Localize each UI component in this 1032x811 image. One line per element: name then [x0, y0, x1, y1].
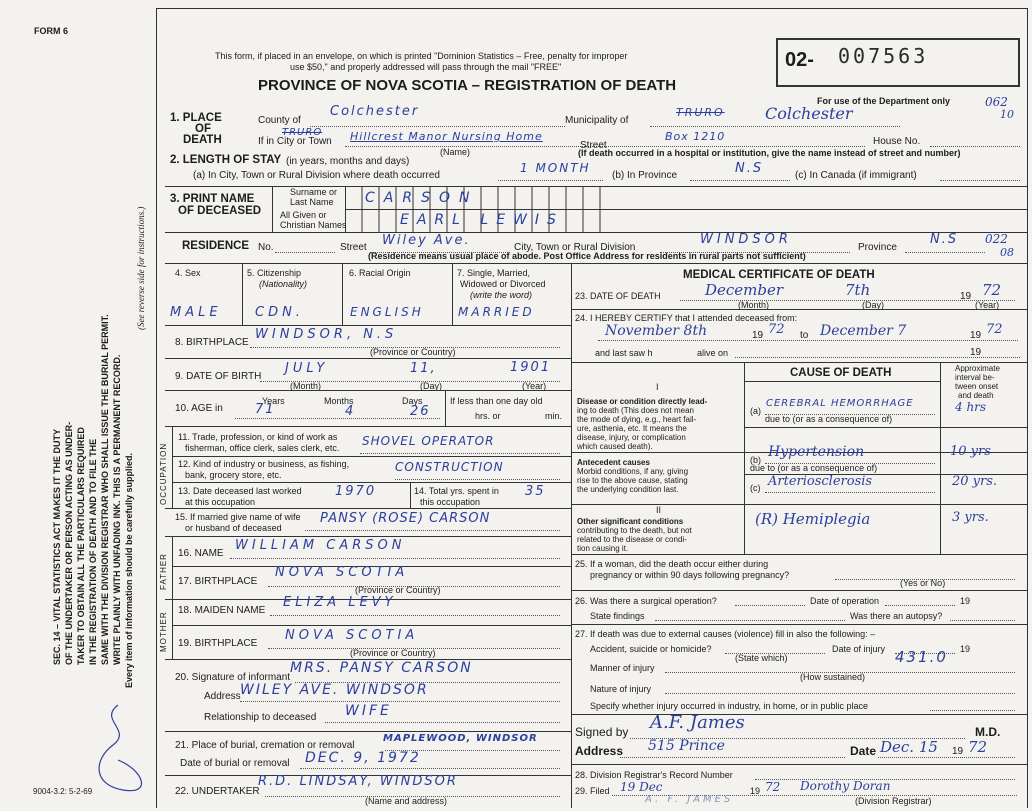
attended-to-value: December 7	[820, 323, 907, 339]
residence-street-value: Wiley Ave.	[382, 233, 471, 248]
date-injury-label-text: Date of injury	[832, 644, 886, 654]
residence-note: (Residence means usual place of abode. Post Office Address for residents in rural parts not sufficient)	[368, 251, 806, 261]
street-label: Street	[580, 140, 607, 151]
age-days-value: 26	[410, 404, 431, 419]
death-year-paren: (Year)	[975, 300, 1000, 310]
doc-address-label: Address	[575, 744, 624, 758]
surname-label-2: Last Name	[290, 197, 334, 207]
disease-label-5: disease, injury, or complication	[577, 433, 686, 442]
residence-city-value: WINDSOR	[700, 232, 792, 247]
house-no-label: House No.	[873, 136, 921, 147]
hrs-or-label: hrs. or	[475, 411, 501, 421]
marital-label-3: (write the word)	[470, 290, 533, 300]
death-month-paren: (Month)	[738, 300, 770, 310]
antecedent-label: Antecedent causes	[577, 458, 650, 467]
interval-a-value: 4 hrs	[955, 400, 987, 414]
dept-code-2: 10	[1000, 108, 1014, 121]
residence-street-label: Street	[340, 242, 367, 253]
residence-province-value: N.S	[930, 232, 959, 247]
print-name-label-2: OF DECEASED	[178, 205, 262, 217]
undertaker-label: 22. UNDERTAKER	[175, 786, 260, 797]
certify-label: 24. I HEREBY CERTIFY that I attended deceased from:	[575, 313, 798, 323]
doc-date-19: 19	[952, 746, 964, 757]
county-label: County of	[258, 115, 301, 126]
last-worked-label-1: 13. Date deceased last worked	[178, 486, 302, 496]
side-line-2: OF THE UNDERTAKER OR PERSON ACTING AS UNDER-	[64, 421, 74, 665]
md-label: M.D.	[975, 725, 1001, 739]
autopsy-label: Was there an autopsy?	[850, 611, 943, 621]
min-label: min.	[545, 411, 563, 421]
father-vertical-label: FATHER	[159, 553, 168, 590]
death-day-value: 7th	[845, 281, 871, 299]
informant-label: 20. Signature of informant	[175, 672, 291, 683]
date-op-label: Date of operation	[810, 596, 880, 606]
dept-code-4: 08	[1000, 246, 1014, 259]
disease-label-4: ure, asthenia, etc. It means the	[577, 424, 687, 433]
cause-b-value: Hypertension	[768, 444, 865, 460]
burial-date-label: Date of burial or removal	[180, 758, 290, 769]
surname-label-1: Surname or	[290, 187, 338, 197]
less-than-day-label: If less than one day old	[450, 396, 543, 406]
stamp-name: A. F. JAMES	[645, 794, 734, 805]
marital-value: MARRIED	[458, 305, 535, 319]
cause-c-value: Arteriosclerosis	[768, 474, 873, 489]
injury-code-value: 431.0	[895, 648, 948, 666]
length-of-stay-hint: (in years, months and days)	[286, 156, 410, 167]
other-label-1: Other significant conditions	[577, 517, 684, 526]
mother-birthplace-paren: (Province or Country)	[350, 648, 436, 658]
informant-address-value: WILEY AVE. WINDSOR	[240, 682, 429, 698]
burial-date-value: DEC. 9, 1972	[305, 750, 421, 766]
mother-vertical-label: MOTHER	[159, 611, 168, 652]
if-in-city-label: If in City or Town	[258, 136, 332, 147]
county-value: Colchester	[330, 104, 420, 119]
cause-a-value: CEREBRAL HEMORRHAGE	[766, 398, 914, 409]
state-findings-label: State findings	[590, 611, 645, 621]
last-saw-label: and last saw h	[595, 348, 653, 358]
age-years-label: Years	[262, 396, 285, 406]
print-code: 9004-3.2: 5-2-69	[33, 787, 93, 796]
med-cert-title: MEDICAL CERTIFICATE OF DEATH	[683, 269, 875, 281]
mother-birthplace-value: NOVA SCOTIA	[285, 628, 419, 643]
mother-birthplace-label: 19. BIRTHPLACE	[178, 638, 258, 649]
hospital-note: (If death occurred in a hospital or institution, give the name instead of street and number)	[578, 148, 961, 158]
nature-label: Nature of injury	[590, 684, 652, 694]
other-label-4: tion causing it.	[577, 544, 629, 553]
dob-month-value: JULY	[285, 361, 329, 376]
relationship-label: Relationship to deceased	[204, 712, 317, 723]
total-years-value: 35	[525, 484, 546, 499]
side-line-6: WRITE PLAINLY WITH UNFADING INK. THIS IS A PERMANENT RECORD.	[112, 354, 122, 665]
pregnancy-label-2: pregnancy or within 90 days following pregnancy?	[590, 570, 790, 580]
trade-value: SHOVEL OPERATOR	[362, 434, 495, 448]
dept-code-1: 062	[985, 95, 1008, 109]
alive-on-19: 19	[970, 347, 982, 358]
stay-province-label: (b) In Province	[612, 170, 678, 181]
approx-label-2: interval be-	[955, 373, 995, 382]
citizenship-value: CDN.	[255, 305, 304, 320]
marital-label-1: 7. Single, Married,	[457, 268, 531, 278]
cause-b-label: (b)	[750, 455, 761, 465]
industry-label-2: bank, grocery store, etc.	[185, 470, 282, 480]
residence-province-label: Province	[858, 242, 897, 253]
div-reg-no-label: 28. Division Registrar's Record Number	[575, 770, 733, 780]
disease-label-6: which caused death).	[577, 442, 653, 451]
side-line-4: IN THE REGISTRATION OF DEATH AND TO FILE THE	[88, 438, 98, 665]
attended-from-value: November 8th	[605, 323, 708, 339]
surname-value: CARSON	[365, 190, 479, 206]
birthplace-paren: (Province or Country)	[370, 347, 456, 357]
stay-canada-label: (c) In Canada (if immigrant)	[795, 170, 917, 181]
death-year-prefix: 19	[960, 291, 972, 302]
burial-place-label: 21. Place of burial, cremation or removal	[175, 740, 355, 751]
dob-year-value: 1901	[510, 360, 552, 375]
other-label-2: contributing to the death, but not	[577, 526, 692, 535]
notice-line-1: This form, if placed in an envelope, on which is printed "Dominion Statistics – Free, penalty for improper	[215, 51, 628, 61]
father-name-label: 16. NAME	[178, 548, 224, 559]
reg-number: 007563	[838, 44, 929, 68]
how-sustained-label: (How sustained)	[800, 672, 866, 682]
side-line-3: TAKER TO OBTAIN ALL THE PARTICULARS REQUIRED	[76, 427, 86, 665]
last-worked-label-2: at this occupation	[185, 497, 256, 507]
burial-place-value: MAPLEWOOD, WINDSOR	[383, 733, 538, 744]
trade-label-1: 11. Trade, profession, or kind of work as	[178, 432, 338, 442]
stay-city-value: 1 MONTH	[520, 161, 591, 175]
doc-date-label: Date	[850, 744, 877, 758]
industry-value: CONSTRUCTION	[395, 460, 504, 474]
filed-year-value: 72	[765, 780, 781, 794]
date-of-death-label: 23. DATE OF DEATH	[575, 291, 661, 301]
municipality-label: Municipality of	[565, 115, 629, 126]
date-injury-19: 19	[960, 644, 971, 654]
disease-label-3: the mode of dying, e.g., heart fail-	[577, 415, 697, 424]
state-which-label: (State which)	[735, 653, 788, 663]
roman-1: I	[656, 382, 659, 392]
notice-line-2: use $50," and properly addressed will pass through the mail "FREE"	[290, 62, 562, 72]
father-birthplace-paren: (Province or Country)	[355, 585, 441, 595]
doc-date-value: Dec. 15	[880, 738, 938, 756]
date-op-19: 19	[960, 596, 971, 606]
city-struck: TRURO	[282, 127, 323, 138]
morbid-label-2: rise to the above cause, stating	[577, 476, 688, 485]
alive-on-label: alive on	[697, 348, 729, 358]
specify-label: Specify whether injury occurred in industry, in home, or in public place	[590, 701, 868, 711]
nationality-label: (Nationality)	[259, 279, 308, 289]
doc-year-value: 72	[968, 738, 988, 756]
street-box-value: Box 1210	[665, 130, 726, 143]
dob-month-paren: (Month)	[290, 381, 322, 391]
side-line-1: SEC. 14 – VITAL STATISTICS ACT MAKES IT THE DUTY	[52, 428, 62, 665]
birthplace-label: 8. BIRTHPLACE	[175, 337, 249, 348]
father-birthplace-label: 17. BIRTHPLACE	[178, 576, 258, 587]
morbid-label-1: Morbid conditions, if any, giving	[577, 467, 689, 476]
racial-origin-value: ENGLISH	[350, 305, 424, 319]
wife-label-2: or husband of deceased	[185, 523, 282, 533]
municipality-value: Colchester	[765, 104, 853, 123]
occupation-vertical-label: OCCUPATION	[159, 442, 168, 505]
death-year-value: 72	[982, 281, 1002, 299]
form-title: PROVINCE OF NOVA SCOTIA – REGISTRATION OF DEATH	[258, 77, 677, 94]
age-years-value: 71	[255, 402, 276, 417]
doc-address-value: 515 Prince	[648, 738, 725, 754]
residence-no-label: No.	[258, 242, 274, 253]
manner-label: Manner of injury	[590, 663, 655, 673]
given-label-2: Christian Names	[280, 220, 347, 230]
given-names-value: EARL LEWIS	[400, 212, 564, 228]
mother-maiden-label: 18. MAIDEN NAME	[178, 605, 266, 616]
dob-label: 9. DATE OF BIRTH	[175, 371, 262, 382]
sex-value: MALE	[170, 305, 222, 320]
filed-19: 19	[750, 786, 761, 796]
registrar-signature: Dorothy Doran	[800, 779, 891, 793]
cause-a-label: (a)	[750, 406, 761, 416]
reg-prefix: 02-	[785, 49, 814, 71]
attended-from-19: 19	[752, 330, 764, 341]
attended-to-year: 72	[986, 322, 1003, 337]
institution-value: Hillcrest Manor Nursing Home	[350, 130, 543, 143]
father-name-value: WILLIAM CARSON	[235, 538, 406, 553]
length-of-stay-label: 2. LENGTH OF STAY	[170, 154, 282, 166]
total-years-label-1: 14. Total yrs. spent in	[414, 486, 499, 496]
external-causes-label: 27. If death was due to external causes (violence) fill in also the following: –	[575, 629, 876, 639]
interval-other-value: 3 yrs.	[952, 510, 989, 525]
yes-no-label: (Yes or No)	[900, 578, 946, 588]
attended-to-19: 19	[970, 330, 982, 341]
filed-label: 29. Filed	[575, 786, 610, 796]
place-label-3: DEATH	[183, 134, 222, 146]
pregnancy-label-1: 25. If a woman, did the death occur either during	[575, 559, 769, 569]
age-months-value: 4	[345, 404, 356, 419]
relationship-value: WIFE	[345, 703, 392, 719]
accident-label: Accident, suicide or homicide?	[590, 644, 712, 654]
due-to-label-1: due to (or as a consequence of)	[765, 414, 893, 424]
municipality-struck: TRURO	[676, 106, 725, 119]
given-label-1: All Given or	[280, 210, 327, 220]
to-label: to	[800, 330, 809, 341]
dept-use-label: For use of the Department only	[817, 96, 951, 106]
stay-city-label: (a) In City, Town or Rural Division where death occurred	[193, 170, 440, 181]
div-registrar-label: (Division Registrar)	[855, 796, 932, 806]
father-birthplace-value: NOVA SCOTIA	[275, 565, 409, 580]
marital-label-2: Widowed or Divorced	[460, 279, 546, 289]
side-line-8: (See reverse side for instructions.)	[136, 206, 146, 330]
disease-label-2: ing to death (This does not mean	[577, 406, 694, 415]
approx-label-4: and death	[958, 391, 994, 400]
interval-c-value: 20 yrs.	[952, 474, 998, 489]
wife-value: PANSY (ROSE) CARSON	[320, 511, 491, 526]
due-to-label-2: due to (or as a consequence of)	[750, 463, 878, 473]
dob-year-paren: (Year)	[522, 381, 547, 391]
citizenship-label: 5. Citizenship	[247, 268, 302, 278]
sex-label: 4. Sex	[175, 268, 201, 278]
undertaker-paren: (Name and address)	[365, 796, 448, 806]
roman-2: II	[656, 505, 662, 515]
margin-signature	[88, 700, 148, 800]
birthplace-value: WINDSOR, N.S	[255, 327, 398, 342]
wife-label-1: 15. If married give name of wife	[175, 512, 301, 522]
side-line-7: Every item of information should be carefully supplied.	[124, 452, 134, 688]
residence-label: RESIDENCE	[182, 240, 250, 252]
other-label-3: related to the disease or condi-	[577, 535, 687, 544]
disease-label-1: Disease or condition directly lead-	[577, 397, 708, 406]
industry-label-1: 12. Kind of industry or business, as fishing,	[178, 459, 350, 469]
trade-label-2: fisherman, office clerk, sales clerk, etc.	[185, 443, 340, 453]
surgical-label: 26. Was there a surgical operation?	[575, 596, 717, 606]
print-name-label-1: 3. PRINT NAME	[170, 193, 255, 205]
mother-maiden-value: ELIZA LEVY	[283, 595, 397, 610]
informant-address-label: Address	[204, 691, 241, 702]
dob-day-value: 11,	[410, 361, 437, 376]
death-day-paren: (Day)	[862, 300, 884, 310]
stay-province-value: N.S	[735, 161, 764, 176]
side-line-5: SAME WITH THE DIVISION REGISTRAR WHO SHALL ISSUE THE BURIAL PERMIT.	[100, 314, 110, 665]
age-days-label: Days	[402, 396, 423, 406]
signed-by-value: A.F. James	[650, 712, 745, 733]
morbid-label-3: the underlying condition last.	[577, 485, 679, 494]
racial-origin-label: 6. Racial Origin	[349, 268, 411, 278]
place-label-1: 1. PLACE	[170, 112, 222, 124]
approx-label-3: tween onset	[955, 382, 999, 391]
signed-by-label: Signed by	[575, 725, 629, 739]
informant-value: MRS. PANSY CARSON	[290, 660, 473, 676]
attended-from-year: 72	[768, 322, 785, 337]
death-month-value: December	[705, 281, 784, 299]
age-months-label: Months	[324, 396, 354, 406]
undertaker-value: R.D. LINDSAY, WINDSOR	[258, 774, 458, 789]
form-code: FORM 6	[34, 26, 69, 36]
filed-date-value: 19 Dec	[620, 780, 663, 794]
age-label: 10. AGE in	[175, 403, 223, 414]
approx-label-1: Approximate	[955, 364, 1000, 373]
place-label-2: OF	[195, 123, 211, 135]
dob-day-paren: (Day)	[420, 381, 442, 391]
cause-of-death-title: CAUSE OF DEATH	[790, 367, 892, 379]
interval-b-value: 10 yrs	[950, 444, 991, 459]
dept-code-3: 022	[985, 232, 1008, 246]
residence-city-label: City, Town or Rural Division	[514, 242, 636, 253]
last-worked-value: 1970	[335, 484, 377, 499]
name-paren: (Name)	[440, 147, 471, 157]
total-years-label-2: this occupation	[420, 497, 481, 507]
other-conditions-value: (R) Hemiplegia	[755, 510, 871, 528]
cause-c-label: (c)	[750, 483, 761, 493]
